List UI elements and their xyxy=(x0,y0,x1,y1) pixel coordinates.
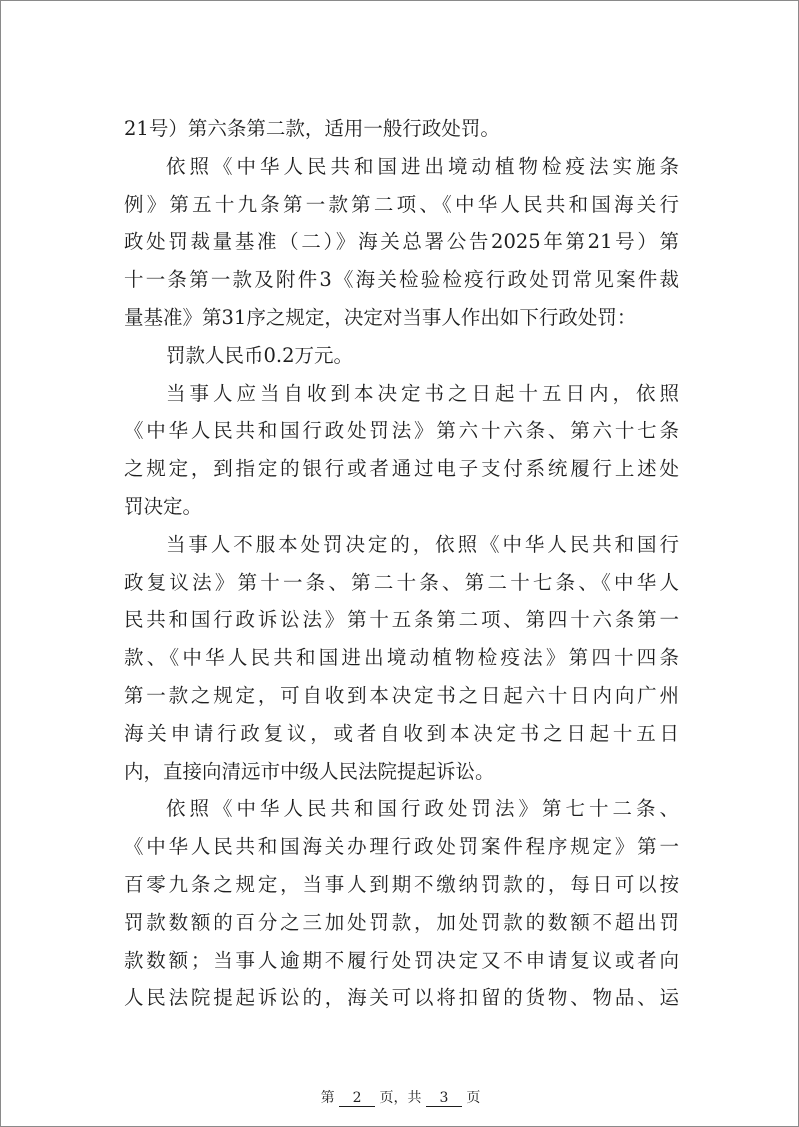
text-line: 当事人应当自收到本决定书之日起十五日内，依照 xyxy=(166,381,679,405)
text-line: 依照《中华人民共和国行政处罚法》第七十二条、 xyxy=(166,797,679,821)
footer-middle: 页，共 xyxy=(379,1090,422,1106)
footer-prefix: 第 xyxy=(320,1090,335,1106)
text-line: 百零九条之规定，当事人到期不缴纳罚款的，每日可以按 xyxy=(124,872,679,896)
text-line: 量基准》第31序之规定，决定对当事人作出如下行政处罚： xyxy=(124,305,637,329)
text-line: 十一条第一款及附件3《海关检验检疫行政处罚常见案件裁 xyxy=(124,268,679,292)
footer-suffix: 页 xyxy=(466,1090,481,1106)
text-line: 罚决定。 xyxy=(124,494,203,518)
text-line: 罚款人民币0.2万元。 xyxy=(166,343,354,367)
text-line: 海关申请行政复议，或者自收到本决定书之日起十五日 xyxy=(124,721,679,745)
text-line: 政复议法》第十一条、第二十条、第二十七条、《中华人 xyxy=(124,570,679,594)
text-line: 21号）第六条第二款，适用一般行政处罚。 xyxy=(124,117,500,140)
text-line: 民共和国行政诉讼法》第十五条第二项、第四十六条第一 xyxy=(124,608,679,632)
text-line: 款、《中华人民共和国进出境动植物检疫法》第四十四条 xyxy=(124,646,679,670)
total-pages-number: 3 xyxy=(426,1090,462,1107)
text-line: 政处罚裁量基准（二）》海关总署公告2025年第21号）第 xyxy=(124,230,679,254)
text-line: 之规定，到指定的银行或者通过电子支付系统履行上述处 xyxy=(124,457,679,481)
text-line: 例》第五十九条第一款第二项、《中华人民共和国海关行 xyxy=(124,192,679,216)
text-line: 罚款数额的百分之三加处罚款，加处罚款的数额不超出罚 xyxy=(124,910,679,934)
text-line: 《中华人民共和国行政处罚法》第六十六条、第六十七条 xyxy=(124,419,679,443)
document-body xyxy=(124,110,679,1017)
text-line: 款数额；当事人逾期不履行处罚决定又不申请复议或者向 xyxy=(124,948,679,972)
current-page-number: 2 xyxy=(339,1090,375,1107)
text-line: 当事人不服本处罚决定的，依照《中华人民共和国行 xyxy=(166,532,679,556)
text-line: 第一款之规定，可自收到本决定书之日起六十日内向广州 xyxy=(124,683,679,707)
text-line: 《中华人民共和国海关办理行政处罚案件程序规定》第一 xyxy=(124,835,679,859)
text-line: 依照《中华人民共和国进出境动植物检疫法实施条 xyxy=(166,154,679,178)
text-line: 人民法院提起诉讼的，海关可以将扣留的货物、物品、运 xyxy=(124,986,679,1010)
page-footer xyxy=(1,1087,799,1107)
text-line: 内，直接向清远市中级人民法院提起诉讼。 xyxy=(124,759,495,783)
